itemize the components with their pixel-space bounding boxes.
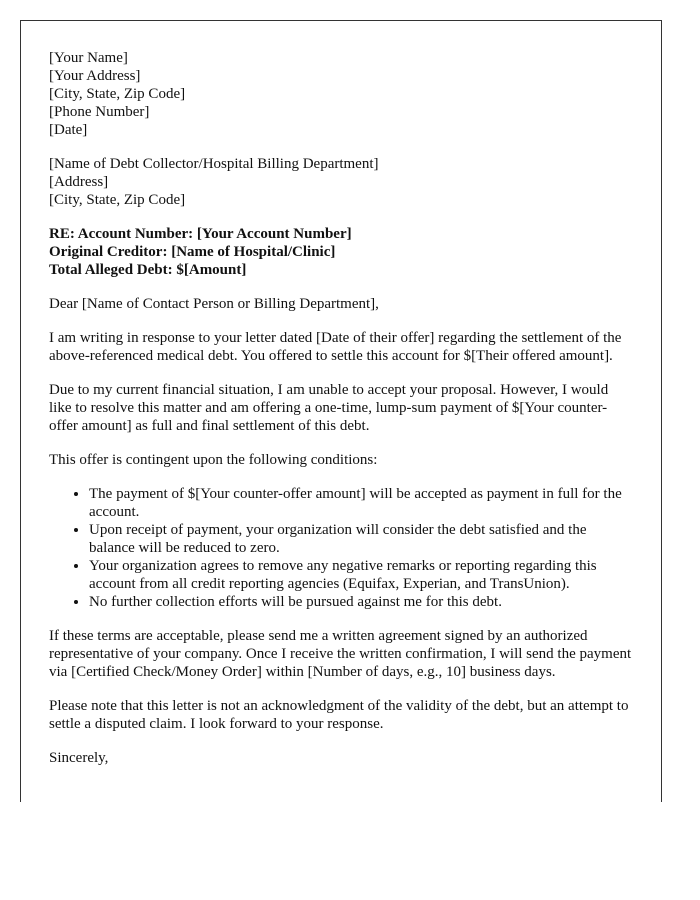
paragraph-conditions-intro: This offer is contingent upon the following conditions: <box>49 452 378 468</box>
sender-date: [Date] <box>49 122 88 138</box>
sender-city: [City, State, Zip Code] <box>49 86 186 102</box>
paragraph-terms: If these terms are acceptable, please send me a written agreement signed by an authorized representative of your company. Once I receive the written confirmation, I will send the payment via [Certified Check/Money Order] within [Number of days, e.g., 10] business days. <box>49 628 632 680</box>
letter-page <box>20 20 662 802</box>
list-item: • Your organization agrees to remove any negative remarks or reporting regarding this account from all credit reporting agencies (Equifax, Experian, and TransUnion). <box>89 557 632 593</box>
conditions-list <box>49 485 632 611</box>
sender-block <box>49 49 632 139</box>
signoff: Sincerely, <box>49 750 109 766</box>
recipient-address: [Address] <box>49 174 109 190</box>
sender-name: [Your Name] <box>49 50 128 66</box>
recipient-name: [Name of Debt Collector/Hospital Billing Department] <box>49 156 379 172</box>
re-creditor: Original Creditor: [Name of Hospital/Clinic] <box>49 244 336 260</box>
sender-phone: [Phone Number] <box>49 104 150 120</box>
sender-address: [Your Address] <box>49 68 141 84</box>
paragraph-disclaimer: Please note that this letter is not an acknowledgment of the validity of the debt, but an attempt to settle a disputed claim. I look forward to your response. <box>49 698 629 732</box>
re-block <box>49 225 632 279</box>
re-debt: Total Alleged Debt: $[Amount] <box>49 262 247 278</box>
list-item: • No further collection efforts will be pursued against me for this debt. <box>89 593 632 611</box>
salutation: Dear [Name of Contact Person or Billing Department], <box>49 296 379 312</box>
list-item: • The payment of $[Your counter-offer amount] will be accepted as payment in full for the account. <box>89 485 632 521</box>
list-item: • Upon receipt of payment, your organization will consider the debt satisfied and the balance will be reduced to zero. <box>89 521 632 557</box>
re-account: RE: Account Number: [Your Account Number] <box>49 226 352 242</box>
recipient-city: [City, State, Zip Code] <box>49 192 186 208</box>
paragraph-counter-offer: Due to my current financial situation, I am unable to accept your proposal. However, I would like to resolve this matter and am offering a one-time, lump-sum payment of $[Your counter-offer amount] as full and final settlement of this debt. <box>49 382 609 434</box>
paragraph-response: I am writing in response to your letter dated [Date of their offer] regarding the settlement of the above-referenced medical debt. You offered to settle this account for $[Their offered amount]. <box>49 330 622 364</box>
recipient-block <box>49 155 632 209</box>
